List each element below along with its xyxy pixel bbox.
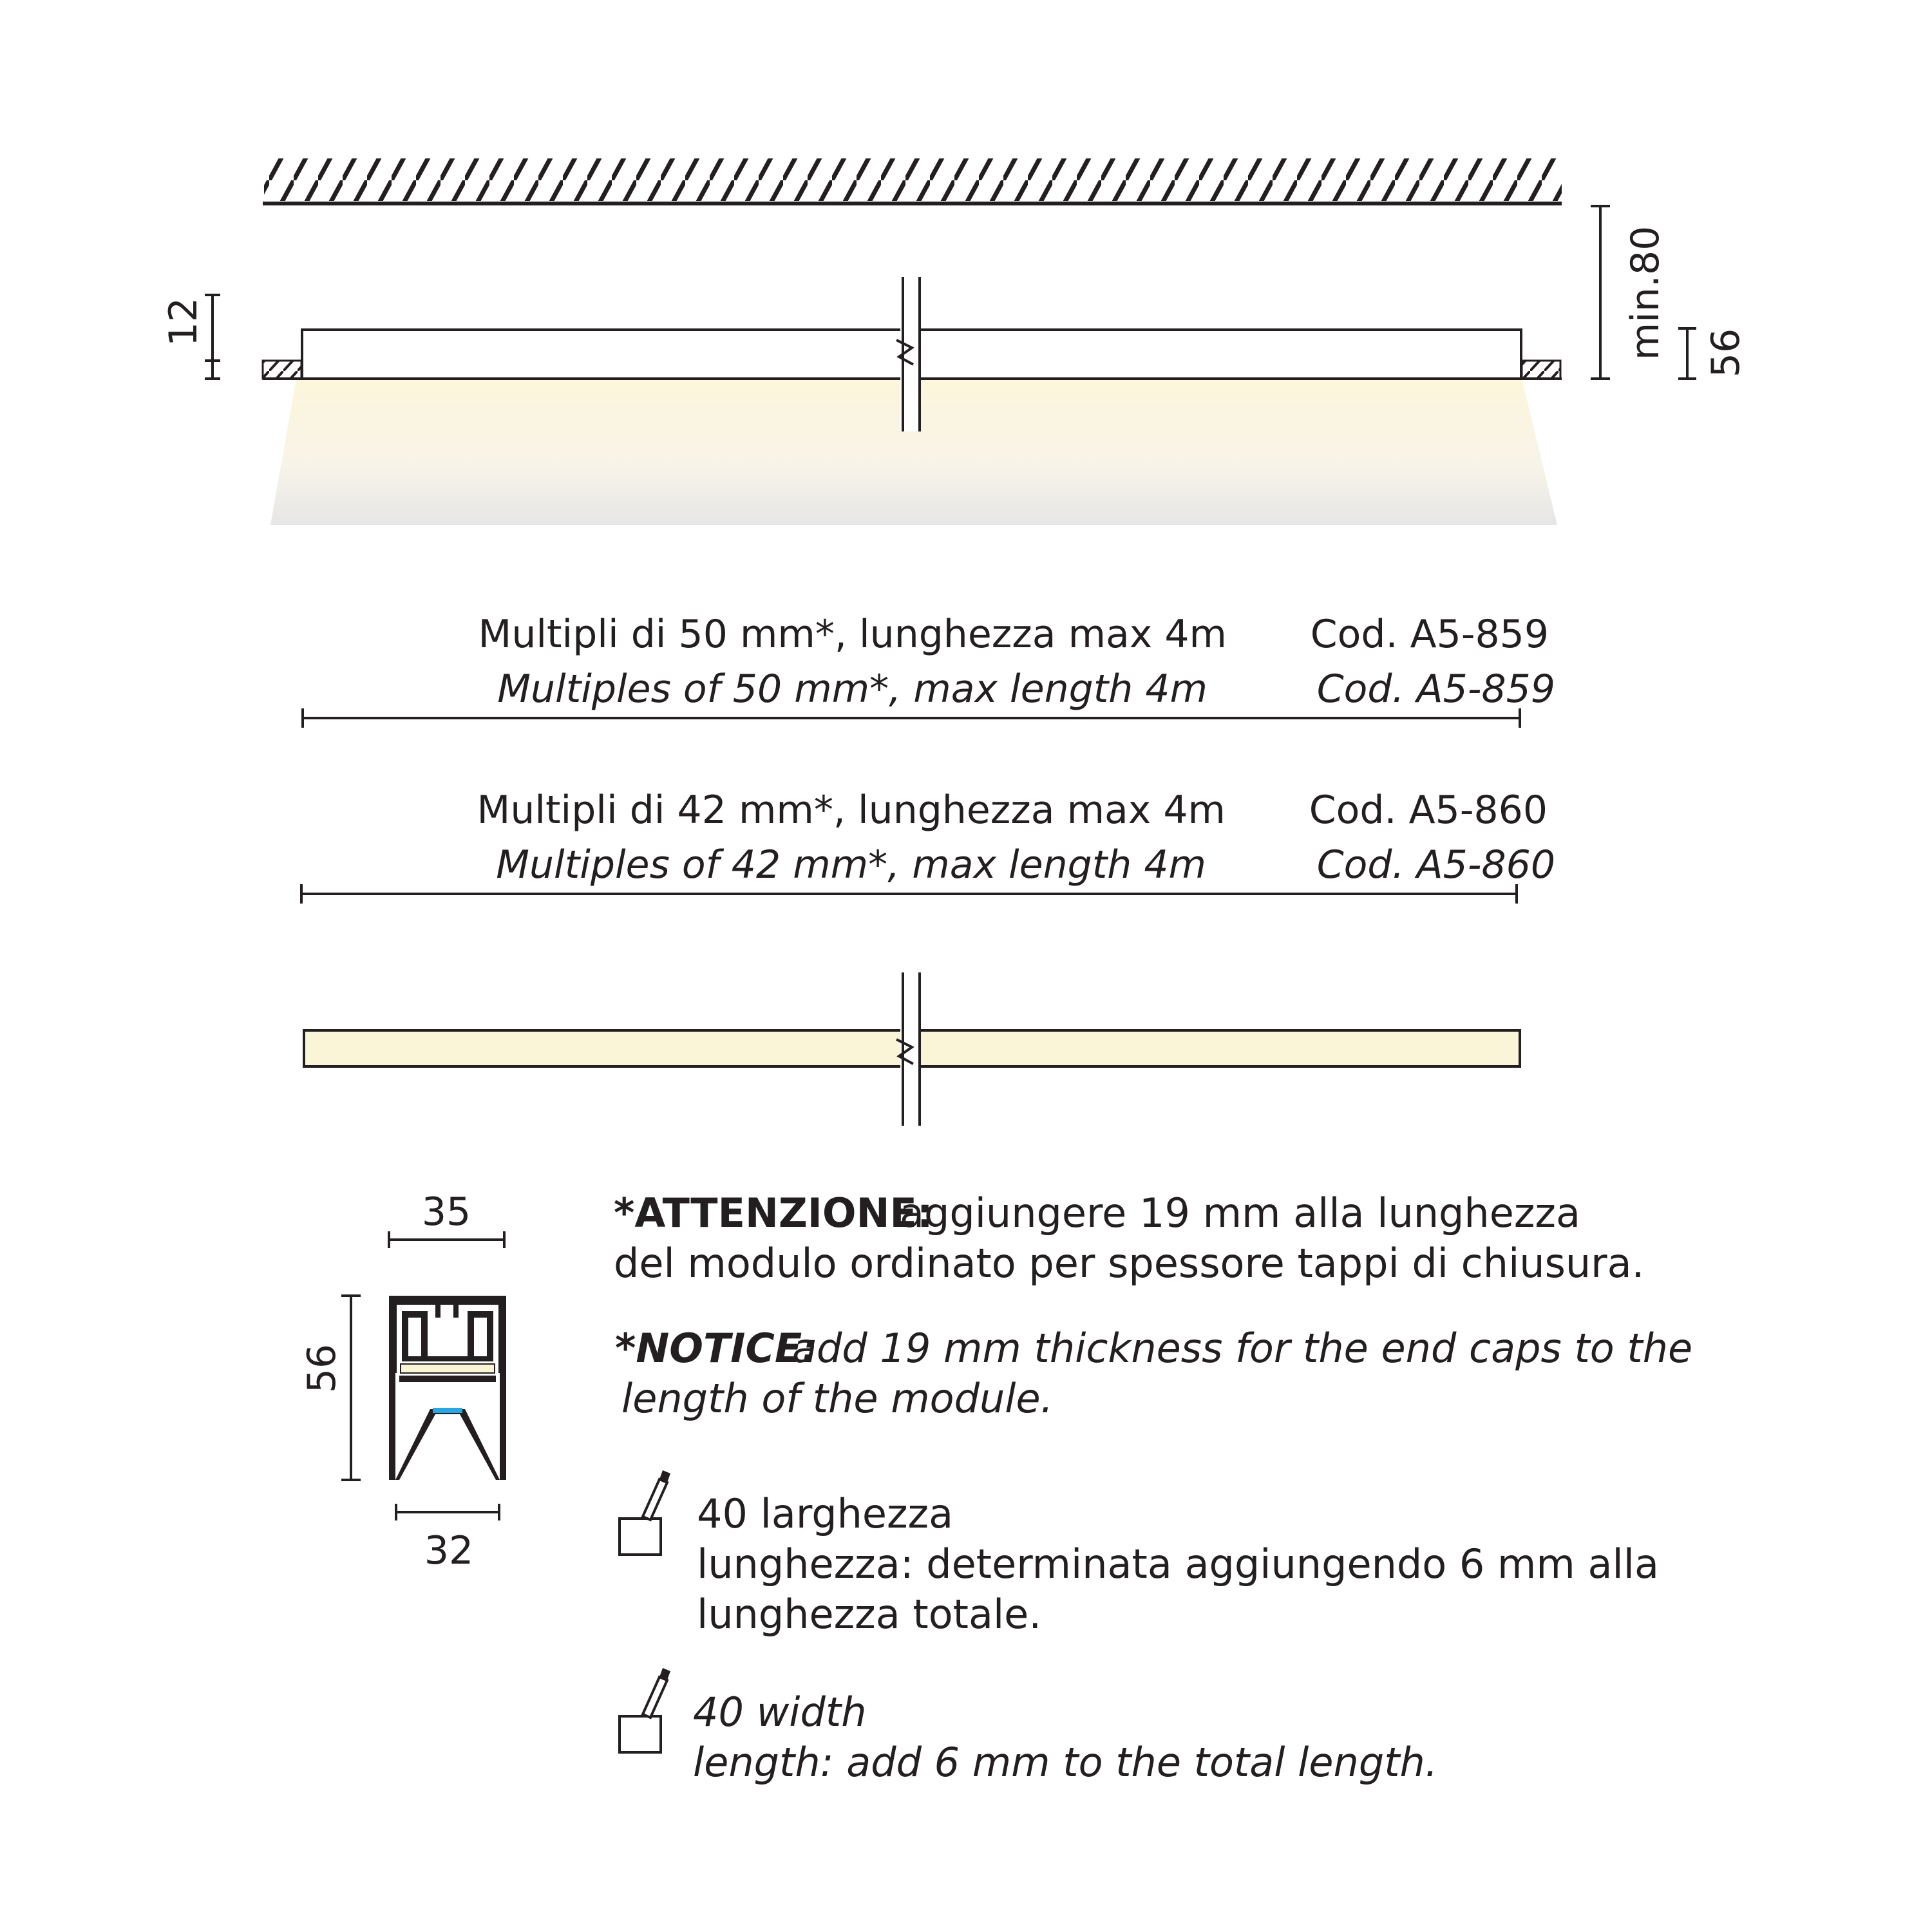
cross-section <box>299 1189 506 1573</box>
dimension-min-height <box>1591 206 1668 379</box>
ceiling <box>258 153 1562 205</box>
variant-2 <box>301 788 1555 904</box>
notice-line-2: length of the module. <box>621 1375 1054 1422</box>
variant-1-code-it: Cod. A5-859 <box>1310 612 1549 657</box>
cut-out-icon <box>620 1470 670 1555</box>
cut-it-line-1: 40 larghezza <box>697 1490 954 1537</box>
diffuser-section <box>401 1364 495 1373</box>
attention-line-1: aggiungere 19 mm alla lunghezza <box>900 1189 1580 1236</box>
variant-1-it: Multipli di 50 mm*, lunghezza max 4m <box>478 612 1227 657</box>
variant-1-code-en: Cod. A5-859 <box>1316 667 1555 712</box>
cut-it-line-3: lunghezza totale. <box>697 1591 1042 1638</box>
variant-1 <box>303 612 1555 728</box>
dim-32: 32 <box>424 1528 474 1573</box>
dim-min-80: min.80 <box>1623 225 1668 361</box>
variant-2-it: Multipli di 42 mm*, lunghezza max 4m <box>477 788 1226 833</box>
dimension-profile-height <box>1678 328 1748 379</box>
cut-en-line-1: 40 width <box>693 1689 867 1736</box>
variant-2-code-en: Cod. A5-860 <box>1316 842 1555 887</box>
cut-en-line-2: length: add 6 mm to the total length. <box>693 1739 1438 1786</box>
dimension-recess <box>161 295 220 379</box>
dim-35: 35 <box>421 1189 471 1235</box>
attention-line-2: del modulo ordinato per spessore tappi di chiusura. <box>614 1240 1645 1287</box>
variant-2-code-it: Cod. A5-860 <box>1309 788 1548 833</box>
dim-56-side: 56 <box>1703 328 1748 378</box>
cut-out-note-it <box>697 1490 1659 1638</box>
dim-12: 12 <box>161 297 206 347</box>
variant-2-en: Multiples of 42 mm*, max length 4m <box>496 842 1206 887</box>
ceiling-edge-right <box>1522 361 1560 379</box>
cut-out-note-en <box>693 1689 1438 1786</box>
recessed-side-view <box>263 277 1562 525</box>
cut-out-icon <box>620 1668 670 1752</box>
bottom-view <box>304 972 1520 1126</box>
cut-it-line-2: lunghezza: determinata aggiungendo 6 mm alla <box>697 1540 1659 1587</box>
notes <box>614 1189 1692 1422</box>
ceiling-edge-left <box>263 361 301 379</box>
led-strip <box>433 1408 462 1413</box>
attention-label: *ATTENZIONE: <box>614 1189 933 1236</box>
variant-1-en: Multiples of 50 mm*, max length 4m <box>497 667 1208 712</box>
notice-line-1: add 19 mm thickness for the end caps to the <box>792 1325 1693 1372</box>
dim-56-section: 56 <box>299 1343 345 1394</box>
notice-label: *NOTICE: <box>615 1325 819 1372</box>
